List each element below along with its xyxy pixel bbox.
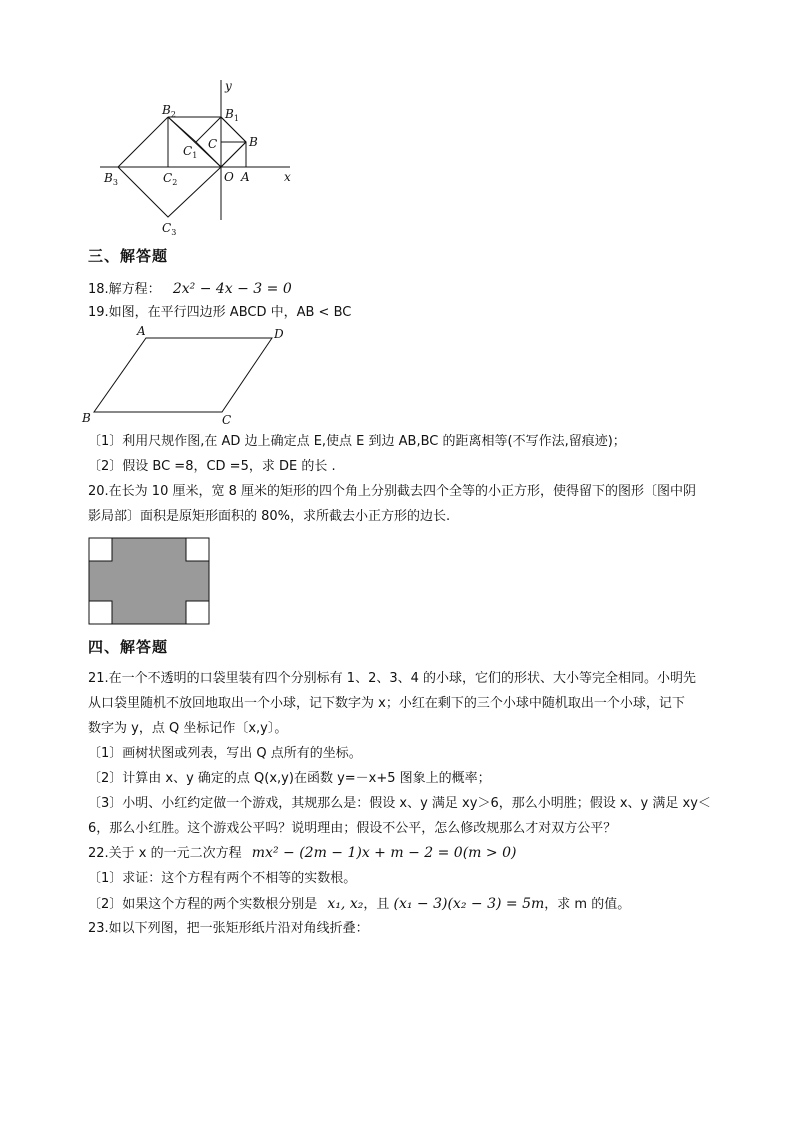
q22-part2	[88, 895, 630, 914]
q20-line2: 影局部〕面积是原矩形面积的 80%，求所截去小正方形的边长.	[88, 509, 451, 524]
label-o: O	[224, 170, 234, 184]
svg-text:y: y	[225, 79, 232, 93]
q22-part1: 〔1〕求证：这个方程有两个不相等的实数根。	[88, 871, 357, 886]
q21-line1: 21.在一个不透明的口袋里装有四个分别标有 1、2、3、4 的小球，它们的形状、大小等完全相同。小明先	[88, 671, 697, 686]
q19-part1: 〔1〕利用尺规作图,在 AD 边上确定点 E,使点 E 到边 AB,BC 的距离相等(不写作法,留痕迹)；	[88, 434, 626, 449]
q22-equation: mx² − (2m − 1)x + m − 2 = 0(m > 0)	[251, 845, 517, 861]
q21-part2: 〔2〕计算由 x、y 确定的点 Q(x,y)在函数 y=－x+5 图象上的概率；	[88, 771, 491, 786]
q22-condition: (x₁ − 3)(x₂ − 3) = 5m	[393, 896, 545, 912]
q22-roots: x₁, x₂	[327, 896, 364, 912]
c-to-b2	[168, 117, 196, 142]
corner-square-tl	[89, 538, 112, 561]
q23-stem: 23.如以下列图，把一张矩形纸片沿对角线折叠：	[88, 921, 369, 936]
label-b: B	[249, 135, 258, 149]
q18-lead: 18.解方程：	[88, 282, 161, 297]
q21-part3-a: 〔3〕小明、小红约定做一个游戏，其规那么是：假设 x、y 满足 xy＞6，那么小明胜；假设 x、y 满足 xy＜	[88, 796, 711, 811]
label-pc: C	[222, 413, 232, 427]
label-b2: $B_2$	[162, 103, 176, 119]
q21-line2: 从口袋里随机不放回地取出一个小球，记下数字为 x；小红在剩下的三个小球中随机取出一个小球，记下	[88, 696, 685, 711]
q18-equation: 2x² − 4x − 3 = 0	[172, 281, 292, 297]
svg-text:x: x	[284, 170, 291, 184]
corner-square-tr	[186, 538, 209, 561]
corner-square-bl	[89, 601, 112, 624]
q22-part2-lead: 〔2〕如果这个方程的两个实数根分别是	[88, 897, 318, 912]
label-c3: $C_3$	[162, 221, 177, 237]
q22-part2-tail: ，求 m 的值。	[544, 897, 631, 912]
label-a: A	[241, 170, 250, 184]
parallelogram-abcd	[94, 338, 272, 412]
section-4-title: 四、解答题	[88, 638, 169, 656]
q19-part2: 〔2〕假设 BC =8，CD =5，求 DE 的长 .	[88, 459, 336, 474]
q20-line1: 20.在长为 10 厘米，宽 8 厘米的矩形的四个角上分别截去四个全等的小正方形，使得留下的图形〔图中阴	[88, 484, 697, 499]
q21-part1: 〔1〕画树状图或列表，写出 Q 点所有的坐标。	[88, 746, 362, 761]
label-pa: A	[137, 324, 146, 338]
q22-lead: 22.关于 x 的一元二次方程	[88, 846, 242, 861]
label-pb: B	[82, 411, 91, 425]
label-c: C	[208, 137, 218, 151]
label-pd: D	[274, 327, 284, 341]
question-22	[88, 844, 516, 863]
label-b1: $B_1$	[225, 107, 239, 123]
parallelogram-figure	[80, 322, 290, 428]
label-b3: $B_3$	[104, 171, 118, 187]
q21-part3-b: 6，那么小红胜。这个游戏公平吗？说明理由；假设不公平，怎么修改规那么才对双方公平？	[88, 821, 617, 836]
rectangle-cutout-figure	[88, 537, 212, 627]
section-3-title: 三、解答题	[88, 247, 169, 265]
q22-part2-mid: ，且	[363, 897, 390, 912]
question-18	[88, 280, 292, 299]
coordinate-figure	[100, 78, 300, 238]
q21-line3: 数字为 y，点 Q 坐标记作〔x,y〕。	[88, 721, 288, 736]
label-c2: $C_2$	[163, 171, 178, 187]
label-c1: $C_1$	[183, 144, 198, 160]
corner-square-br	[186, 601, 209, 624]
q19-stem: 19.如图，在平行四边形 ABCD 中，AB < BC	[88, 305, 352, 320]
